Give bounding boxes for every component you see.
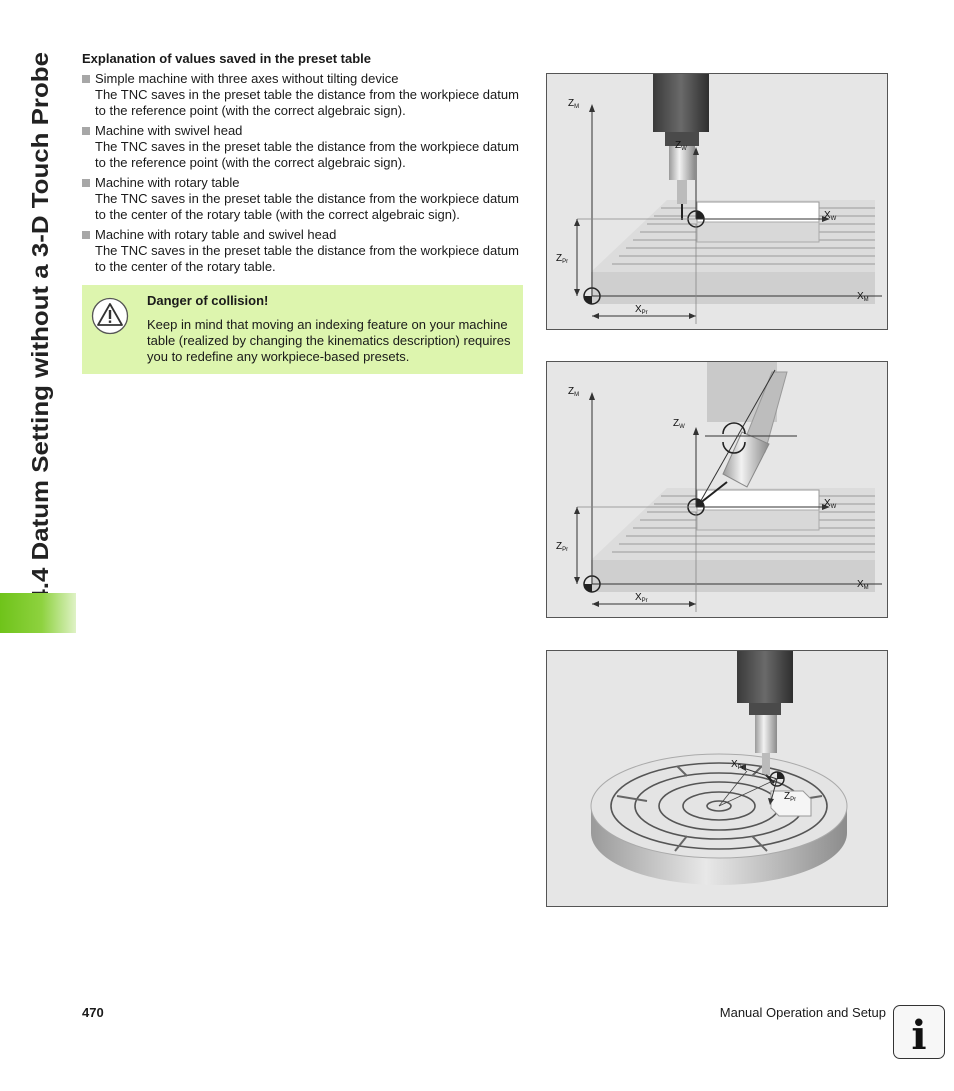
item-title: Simple machine with three axes without tilting device	[95, 71, 399, 86]
figure-rotary-table-machine	[546, 650, 888, 907]
main-content	[82, 48, 524, 374]
list-item	[82, 227, 524, 275]
item-description: The TNC saves in the preset table the distance from the workpiece datum to the reference point (with the correct algebraic sign).	[95, 87, 519, 118]
axis-label-zm: $Z_M$	[568, 386, 580, 398]
axis-label-xpr: $X_{Pr}$	[635, 592, 648, 604]
bullet-square-icon	[82, 127, 90, 135]
item-description: The TNC saves in the preset table the distance from the workpiece datum to the reference point (with the correct algebraic sign).	[95, 139, 519, 170]
list-item	[82, 175, 524, 223]
note-text: Keep in mind that moving an indexing feature on your machine table (realized by changing the kinematics description) requires you to redefine any workpiece-based presets.	[147, 317, 511, 364]
chapter-tab	[0, 593, 76, 633]
side-title	[0, 0, 68, 640]
page-number: 470	[82, 1005, 104, 1020]
list-item	[82, 71, 524, 119]
item-description: The TNC saves in the preset table the distance from the workpiece datum to the center of the rotary table (with the correct algebraic sign).	[95, 191, 519, 222]
info-icon	[893, 1005, 945, 1059]
section-heading: Explanation of values saved in the preset table	[82, 51, 371, 66]
item-title: Machine with rotary table and swivel head	[95, 227, 337, 242]
axis-label-zpr: $Z_{Pr}$	[784, 791, 797, 803]
axis-label-xw: $X_W$	[824, 210, 837, 222]
item-title: Machine with swivel head	[95, 123, 243, 138]
bullet-square-icon	[82, 231, 90, 239]
item-title: Machine with rotary table	[95, 175, 240, 190]
bullet-square-icon	[82, 179, 90, 187]
collision-warning-note	[82, 285, 523, 374]
figure-three-axis-machine	[546, 73, 888, 330]
axis-label-zpr: $Z_{Pr}$	[556, 541, 569, 553]
axis-label-xpr: $X_{Pr}$	[635, 304, 648, 316]
axis-label-zw: $Z_W$	[673, 418, 685, 430]
axis-label-zpr: $Z_{Pr}$	[556, 253, 569, 265]
axis-label-zw: $Z_W$	[675, 140, 687, 152]
item-description: The TNC saves in the preset table the distance from the workpiece datum to the center of the rotary table.	[95, 243, 519, 274]
axis-label-xm: $X_M$	[857, 291, 869, 303]
bullet-square-icon	[82, 75, 90, 83]
info-icon-glyph: i	[911, 1012, 927, 1058]
axis-label-xw: $X_W$	[824, 498, 837, 510]
figure-swivel-head-machine	[546, 361, 888, 618]
chapter-title: 14.4 Datum Setting without a 3-D Touch Probe	[27, 114, 53, 618]
axis-label-zm: $Z_M$	[568, 98, 580, 110]
axis-label-xpr: $X_{Pr}$	[731, 759, 744, 771]
footer-section-title: Manual Operation and Setup	[719, 1005, 886, 1020]
list-item	[82, 123, 524, 171]
note-title: Danger of collision!	[147, 293, 269, 308]
axis-label-xm: $X_M$	[857, 579, 869, 591]
warning-triangle-icon	[91, 297, 129, 335]
